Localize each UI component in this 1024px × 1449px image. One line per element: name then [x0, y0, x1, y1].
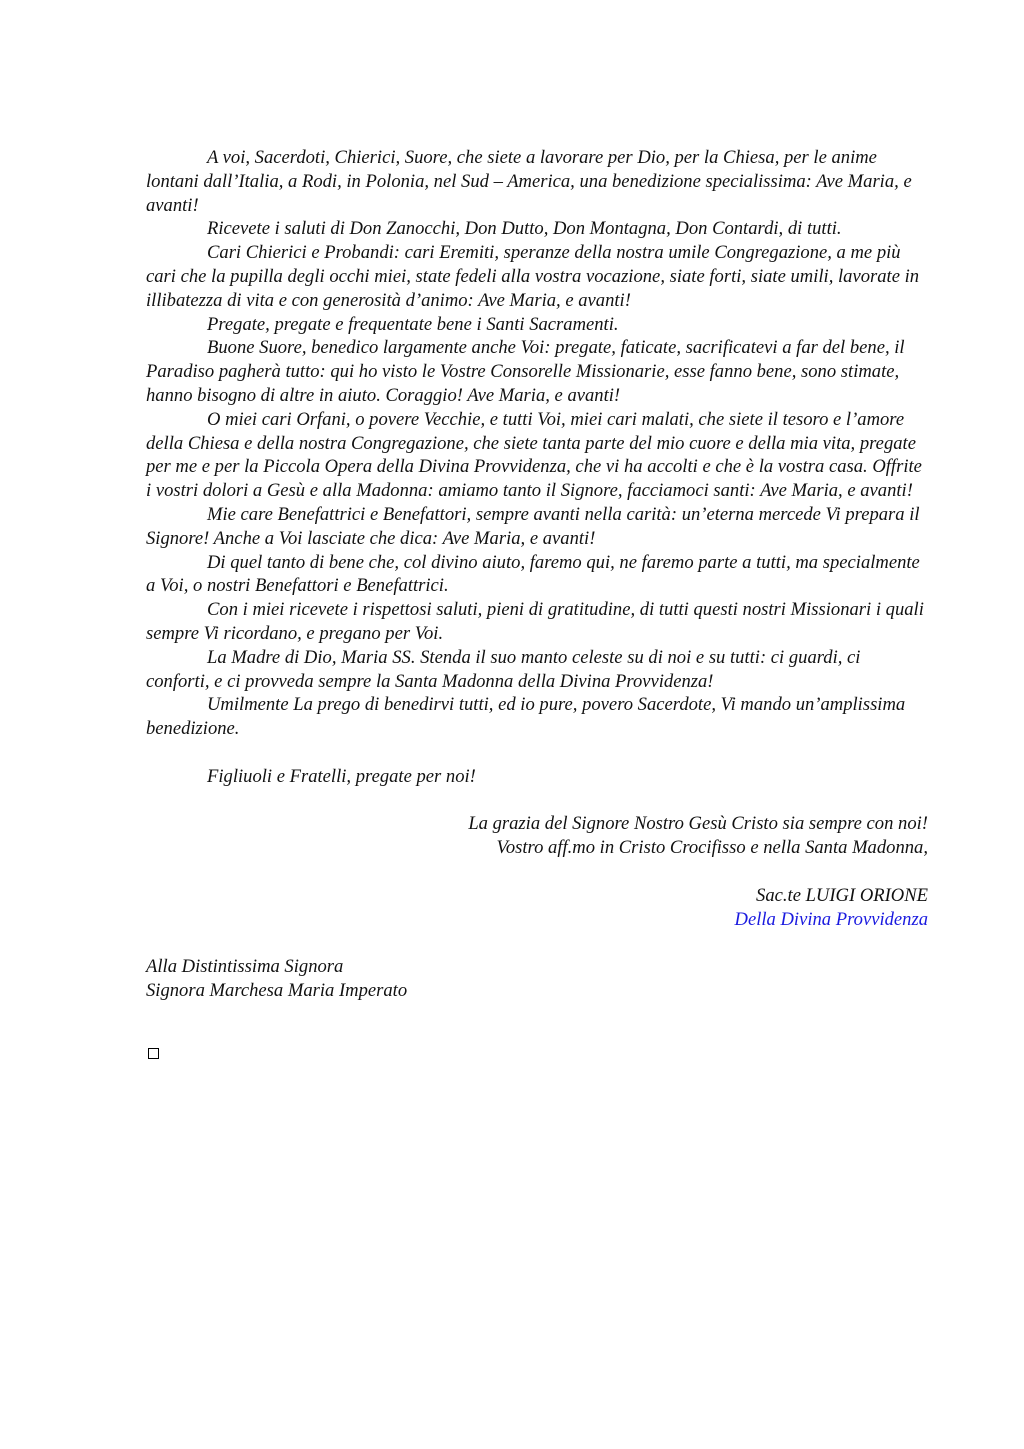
- signature-congregation-link[interactable]: Della Divina Provvidenza: [734, 908, 928, 930]
- paragraph-greetings: Ricevete i saluti di Don Zanocchi, Don Dutto, Don Montagna, Don Contardi, di tutti.: [207, 218, 842, 240]
- letter-body: [146, 146, 928, 1003]
- paragraph-madonna: La Madre di Dio, Maria SS. Stenda il suo manto celeste su di noi e su tutti: ci guardi, ci conforti, e ci provveda sempre la Santa Madonna della Divina Provvidenza!: [146, 646, 861, 692]
- closing-line-2: Vostro aff.mo in Cristo Crocifisso e nella Santa Madonna,: [496, 837, 928, 859]
- spacer: [146, 931, 928, 955]
- paragraph-clerics: Cari Chierici e Probandi: cari Eremiti, speranze della nostra umile Congregazione, a me più cari che la pupilla degli occhi miei, state fedeli alla vostra vocazione, siate forti, siate umili, lavorate in illibatezza di vita e con generosità d’animo: Ave Maria, e avanti!: [146, 242, 920, 311]
- paragraph-good-works: Di quel tanto di bene che, col divino aiuto, faremo qui, ne faremo parte a tutti, ma specialmente a Voi, o nostri Benefattori e Benefattrici.: [146, 551, 920, 597]
- paragraph-missionary-greetings: Con i miei ricevete i rispettosi saluti, pieni di gratitudine, di tutti questi nostri Missionari i quali sempre Vi ricordano, e pregano per Voi.: [146, 599, 924, 644]
- closing-line-1: La grazia del Signore Nostro Gesù Cristo sia sempre con noi!: [468, 813, 928, 835]
- addressee-line-2: Signora Marchesa Maria Imperato: [146, 979, 408, 1001]
- paragraph-orphans: O miei cari Orfani, o povere Vecchie, e tutti Voi, miei cari malati, che siete il tesoro e l’amore della Chiesa e della nostra Congregazione, che siete tanta parte del mio cuore e della mia vita, pregate per me e per la Piccola Opera della Divina Provvidenza, che vi ha accolti e che è la vostra casa. Offrite i vostri dolori a Gesù e alla Madonna: amiamo tanto il Signore, facciamoci santi: Ave Maria, e avanti!: [146, 408, 922, 502]
- addressee-line-1: Alla Distintissima Signora: [146, 956, 344, 978]
- spacer: [146, 741, 928, 765]
- paragraph-benefactors: Mie care Benefattrici e Benefattori, sempre avanti nella carità: un’eterna mercede Vi prepara il Signore! Anche a Voi lasciate che dica: Ave Maria, e avanti!: [146, 503, 920, 549]
- checkbox-icon[interactable]: [148, 1048, 159, 1059]
- paragraph-missionaries: A voi, Sacerdoti, Chierici, Suore, che siete a lavorare per Dio, per la Chiesa, per le anime lontani dall’Italia, a Rodi, in Polonia, nel Sud – America, una benedizione specialissima: Ave Maria, e avanti!: [146, 147, 912, 216]
- paragraph-blessing: Umilmente La prego di benedirvi tutti, ed io pure, povero Sacerdote, Vi mando un’amplissima benedizione.: [146, 694, 906, 740]
- paragraph-sacraments: Pregate, pregate e frequentate bene i Santi Sacramenti.: [207, 313, 619, 335]
- spacer: [146, 789, 928, 813]
- paragraph-sisters: Buone Suore, benedico largamente anche Voi: pregate, faticate, sacrificatevi a far del bene, il Paradiso pagherà tutto: qui ho visto le Vostre Consorelle Missionarie, esse fanno bene, sono stimate, hanno bisogno di altre in aiuto. Coraggio! Ave Maria, e avanti!: [146, 337, 905, 406]
- spacer: [146, 860, 928, 884]
- prayer-request: Figliuoli e Fratelli, pregate per noi!: [207, 765, 476, 787]
- signature-name: Sac.te LUIGI ORIONE: [756, 884, 928, 906]
